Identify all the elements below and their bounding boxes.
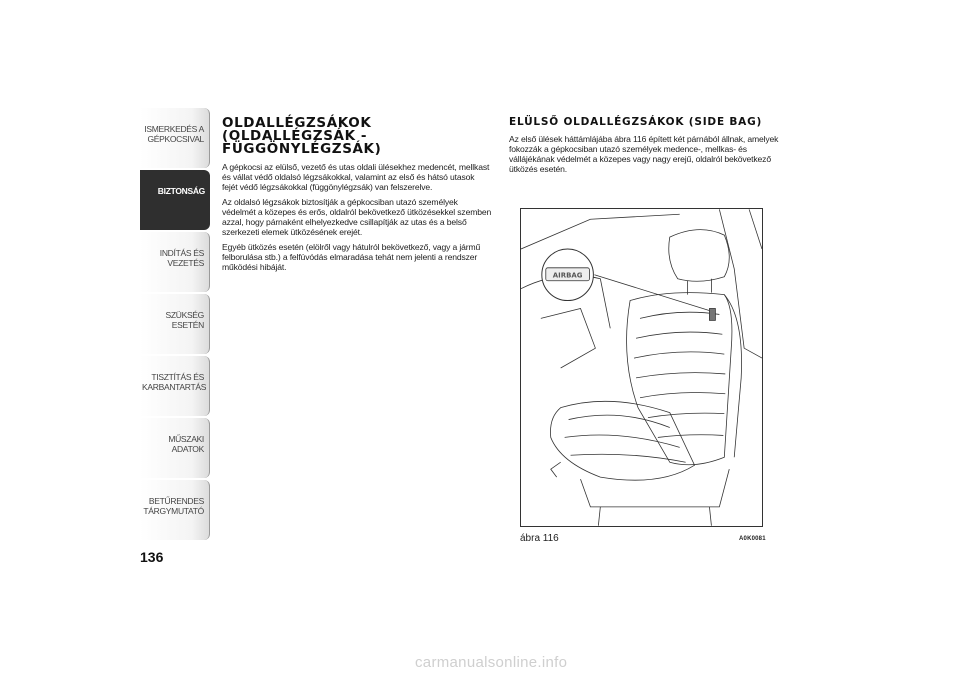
tab-label: BIZTONSÁG	[157, 186, 205, 196]
seat-cushion	[550, 401, 694, 480]
page-number: 136	[140, 549, 164, 565]
paragraph: Az első ülések háttámlájába ábra 116 épített két párnából állnak, amelyek fokozzák a gépkocsiban utazó személyek medence-, mellkas- és vállájékának védelmét a közepes vagy nagy erejű, oldalról bekövetkező ütközés esetén.	[509, 134, 779, 174]
tab-szukseg[interactable]	[140, 294, 210, 354]
tab-tisztitas[interactable]	[140, 356, 210, 416]
left-column	[222, 117, 492, 277]
section-title: ELÜLSŐ OLDALLÉGZSÁKOK (SIDE BAG)	[509, 116, 763, 128]
figure-code: A0K0081	[739, 536, 766, 542]
tab-biztonsag[interactable]	[140, 170, 210, 230]
paragraph: Egyéb ütközés esetén (elölről vagy hátulról bekövetkező, vagy a jármű felborulása stb.) a felfúvódás elmaradása tehát nem jelenti a rendszer működési hibáját.	[222, 242, 481, 272]
airbag-label: AIRBAG	[552, 271, 583, 280]
tab-label: TISZTÍTÁS ÉS KARBANTARTÁS	[142, 372, 207, 392]
tab-label: INDÍTÁS ÉS VEZETÉS	[159, 248, 204, 268]
paragraph: Az oldalsó légzsákok biztosítják a gépkocsiban utazó személyek védelmét a közepes és erős, oldalról bekövetkező ütközésekkel szemben azzal, hogy párnaként elhelyezkedve csillapítják az utas és a belső szerkezeti elemek ütközésének erejét.	[222, 197, 492, 237]
watermark: carmanualsonline.info	[415, 654, 568, 671]
seat-airbag-illustration	[520, 208, 763, 527]
right-column	[509, 117, 784, 179]
tab-ismerkedes[interactable]	[140, 108, 210, 168]
section-title: OLDALLÉGZSÁKOK (OLDALLÉGZSÁK - FÜGGÖNYLÉGZSÁK)	[222, 115, 382, 157]
chapter-tabs	[140, 108, 210, 542]
tab-targymutato[interactable]	[140, 480, 210, 540]
tab-inditas[interactable]	[140, 232, 210, 292]
paragraph: A gépkocsi az elülső, vezető és utas oldali ülésekhez medencét, mellkast és vállat védő oldalsó légzsákokkal, valamint az első és hátsó utasok fejét védő légzsákokkal (függönylégzsák) van felszerelve.	[222, 162, 490, 192]
tab-label: ISMERKEDÉS A GÉPKOCSIVAL	[144, 124, 204, 144]
figure-caption: ábra 116	[520, 533, 559, 544]
tab-label: SZÜKSÉG ESETÉN	[165, 310, 204, 330]
tab-label: MŰSZAKI ADATOK	[168, 434, 204, 454]
headrest	[669, 230, 729, 282]
tab-label: BETŰRENDES TÁRGYMUTATÓ	[143, 496, 204, 516]
tab-muszaki[interactable]	[140, 418, 210, 478]
